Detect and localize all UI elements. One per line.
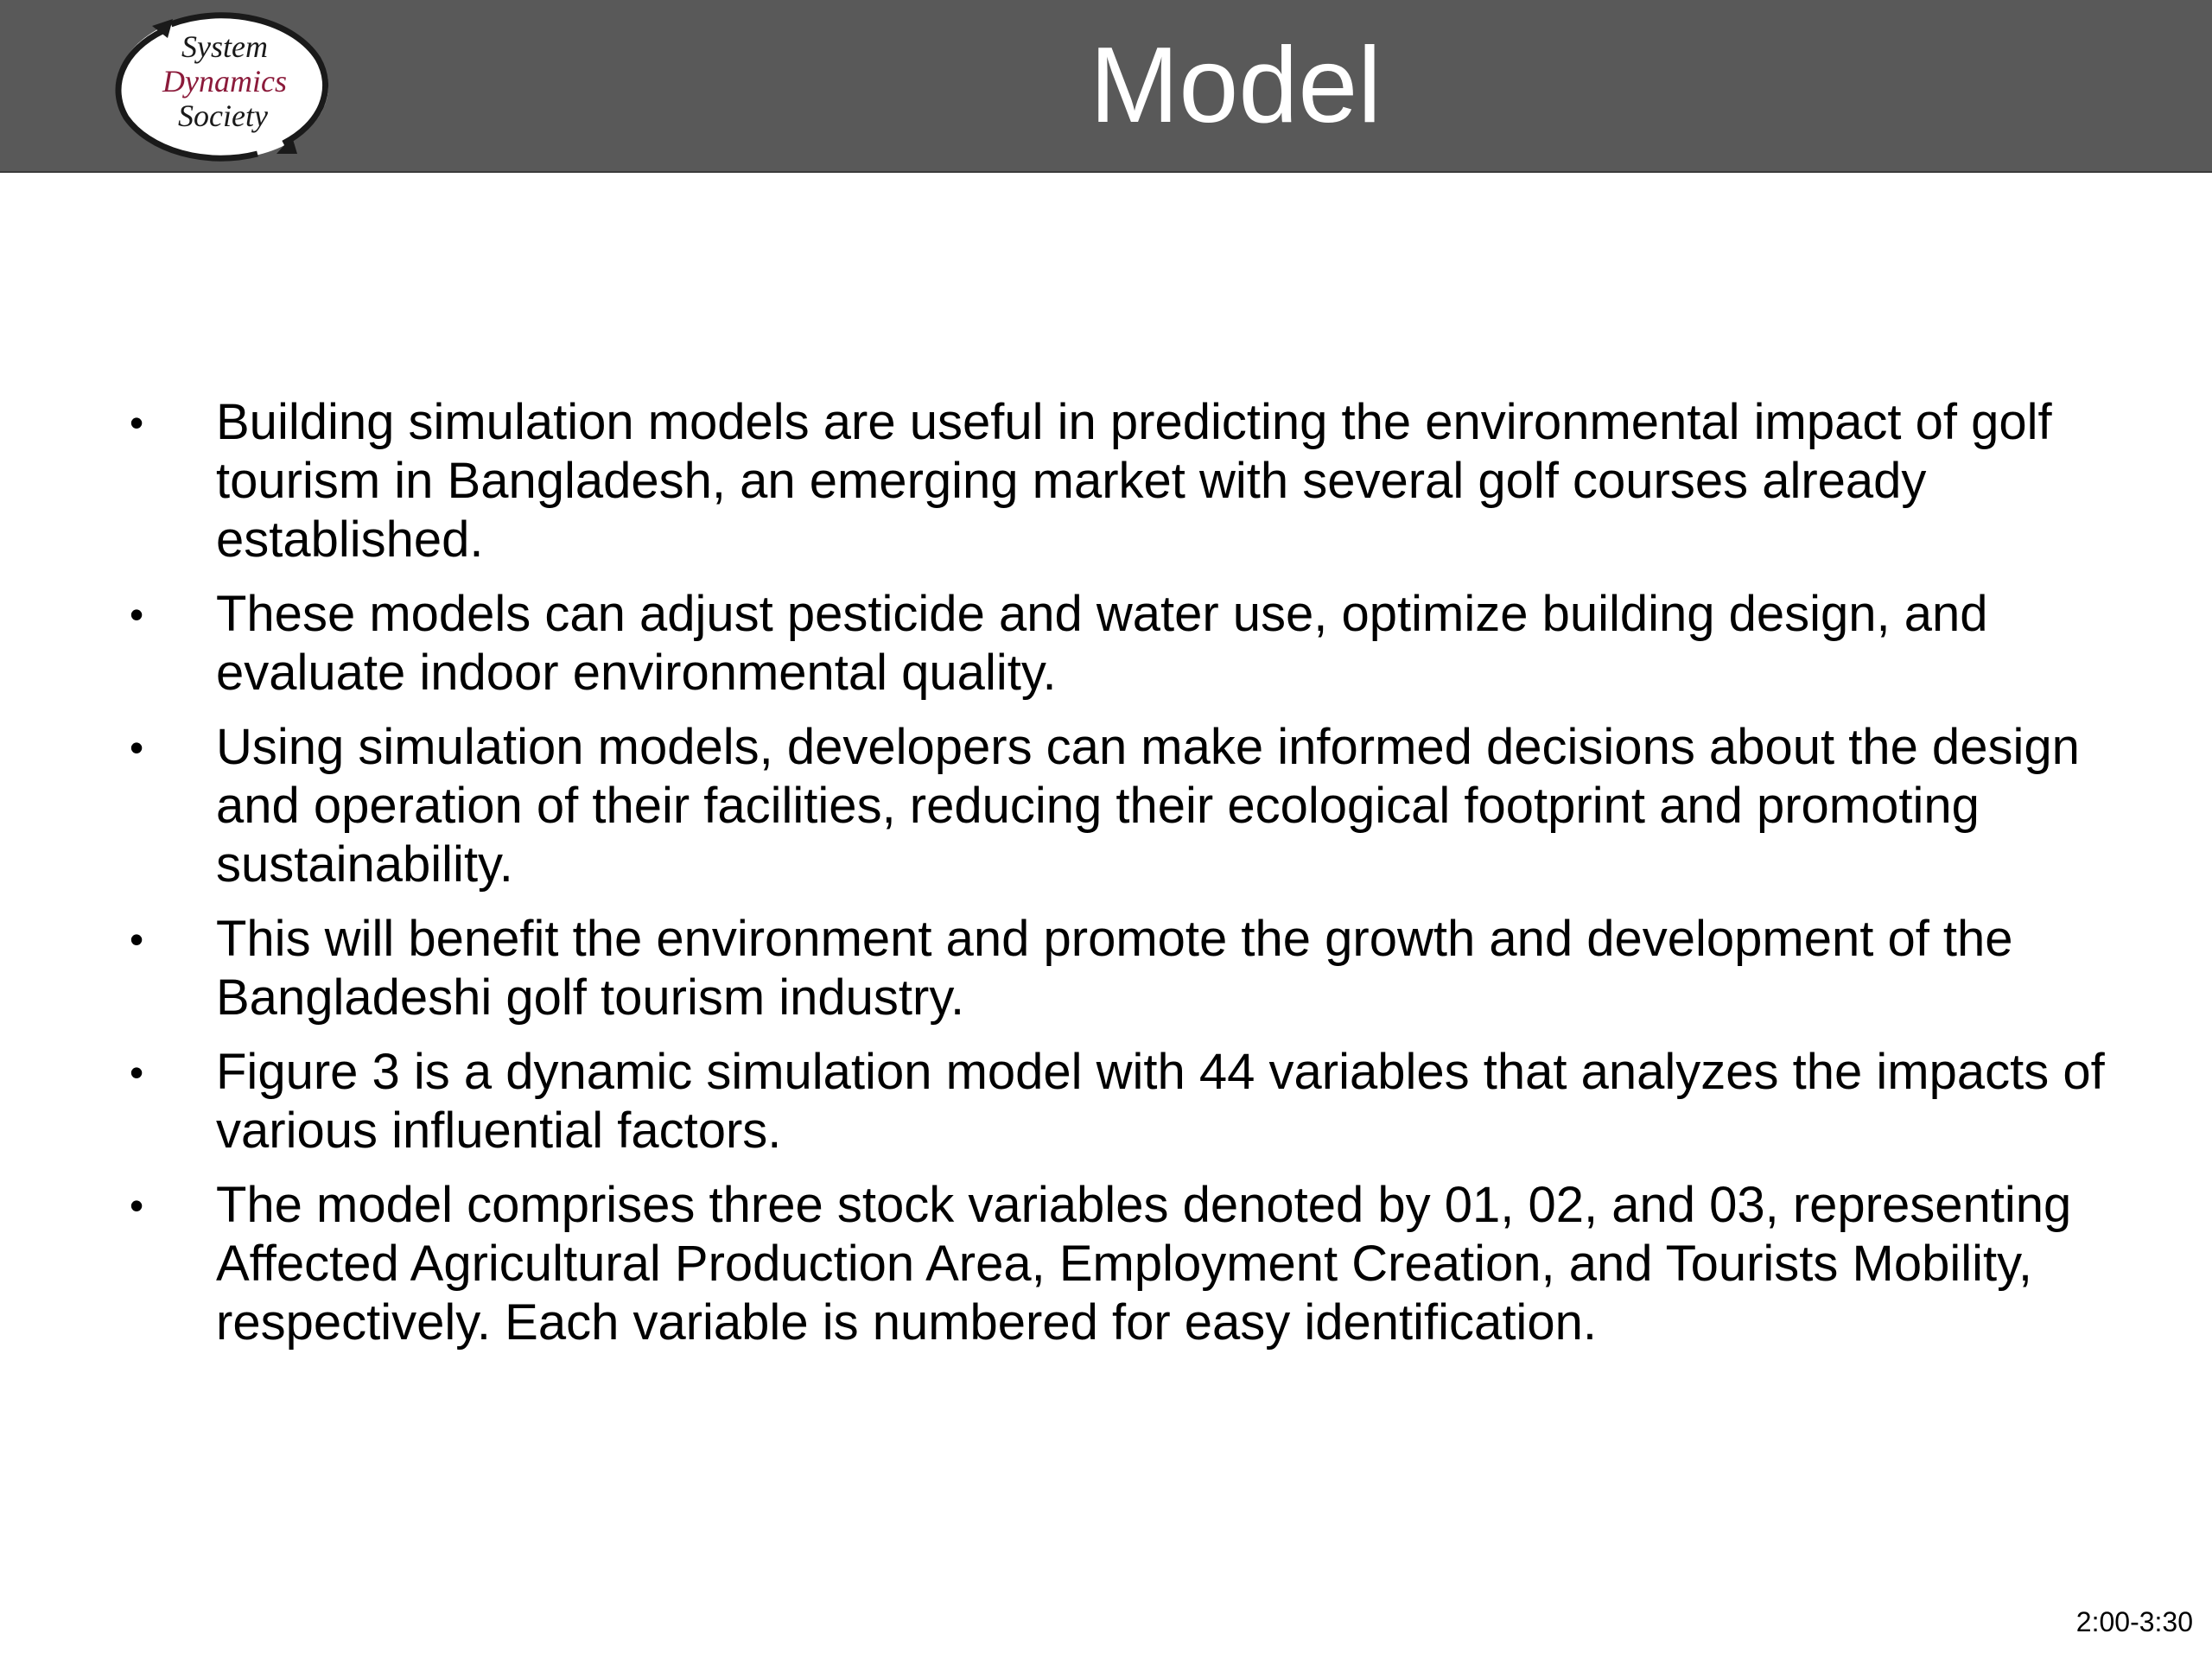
timestamp-label: 2:00-3:30	[2075, 1606, 2193, 1637]
logo-text-society: Society	[178, 99, 268, 133]
bullet-list	[130, 393, 2117, 1368]
bullet-item	[130, 1043, 2117, 1160]
bullet-icon: •	[130, 725, 144, 770]
header-bar	[0, 0, 2212, 173]
bullet-item	[130, 393, 2117, 569]
bullet-text: These models can adjust pesticide and water use, optimize building design, and evaluate indoor environmental quality.	[216, 586, 1988, 701]
bullet-text: The model comprises three stock variables denoted by 01, 02, and 03, representing Affected Agricultural Production Area, Employment Creation, and Tourists Mobility, respectively. Each variable is numbered for easy identification.	[216, 1177, 2072, 1351]
bullet-icon: •	[130, 400, 144, 445]
bullet-item	[130, 1176, 2117, 1352]
bullet-item	[130, 718, 2117, 894]
slide-title: Model	[1090, 26, 1382, 145]
bullet-text: Building simulation models are useful in predicting the environmental impact of golf tourism in Bangladesh, an emerging market with several golf courses already established.	[216, 394, 2052, 568]
system-dynamics-society-logo	[111, 7, 335, 164]
bullet-text: Using simulation models, developers can make informed decisions about the design and operation of their facilities, reducing their ecological footprint and promoting sustainability.	[216, 719, 2080, 893]
bullet-item	[130, 585, 2117, 702]
logo-text-dynamics: Dynamics	[162, 64, 287, 99]
bullet-icon: •	[130, 1183, 144, 1228]
bullet-icon: •	[130, 592, 144, 637]
bullet-text: This will benefit the environment and promote the growth and development of the Bangladeshi golf tourism industry.	[216, 911, 2013, 1026]
bullet-item	[130, 910, 2117, 1027]
bullet-text: Figure 3 is a dynamic simulation model with 44 variables that analyzes the impacts of various influential factors.	[216, 1044, 2105, 1159]
bullet-icon: •	[130, 917, 144, 962]
logo-text-system: System	[181, 29, 268, 64]
bullet-icon: •	[130, 1050, 144, 1095]
